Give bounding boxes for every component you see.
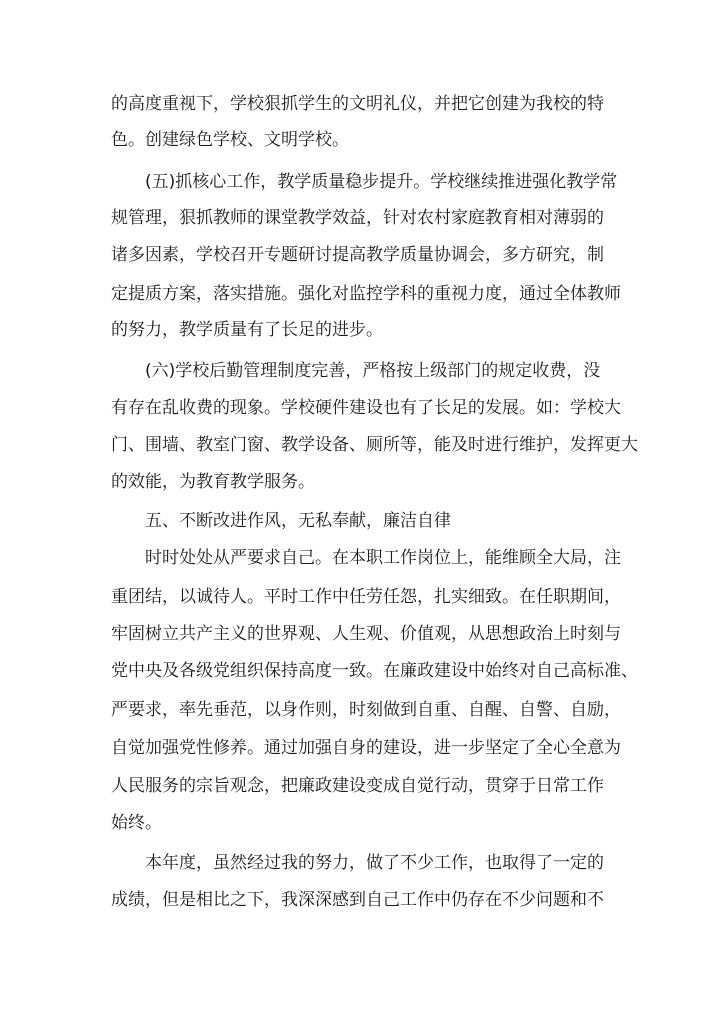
text-line: 有存在乱收费的现象。学校硬件建设也有了长足的发展。如：学校大 bbox=[111, 398, 621, 418]
text-line: (五)抓核心工作，教学质量稳步提升。学校继续推进强化教学常 bbox=[145, 172, 618, 192]
text-line: 牢固树立共产主义的世界观、人生观、价值观，从思想政治上时刻与 bbox=[111, 624, 621, 644]
text-line: 党中央及各级党组织保持高度一致。在廉政建设中始终对自己高标准、 bbox=[111, 661, 638, 681]
text-line: 成绩，但是相比之下，我深深感到自己工作中仍存在不少问题和不 bbox=[111, 890, 604, 910]
section-heading: 五、不断改进作风，无私奉献，廉洁自律 bbox=[145, 511, 451, 531]
text-line: 色。创建绿色学校、文明学校。 bbox=[111, 130, 349, 150]
text-line: 自觉加强党性修养。通过加强自身的建设，进一步坚定了全心全意为 bbox=[111, 738, 621, 758]
text-line: 严要求，率先垂范，以身作则，时刻做到自重、自醒、自警、自励， bbox=[111, 700, 621, 720]
text-line: 门、围墙、教室门窗、教学设备、厕所等，能及时进行维护，发挥更大 bbox=[111, 435, 638, 455]
text-line: 的效能，为教育教学服务。 bbox=[111, 472, 315, 492]
text-line: 规管理，狠抓教师的课堂教学效益，针对农村家庭教育相对薄弱的 bbox=[111, 208, 604, 228]
text-line: 诸多因素，学校召开专题研讨提高教学质量协调会，多方研究，制 bbox=[111, 245, 604, 265]
text-line: 重团结，以诚待人。平时工作中任劳任怨，扎实细致。在任职期间， bbox=[111, 587, 621, 607]
text-line: 本年度，虽然经过我的努力，做了不少工作，也取得了一定的 bbox=[145, 853, 604, 873]
text-line: 始终。 bbox=[111, 813, 162, 833]
text-line: 的努力，教学质量有了长足的进步。 bbox=[111, 320, 383, 340]
text-line: 定提质方案，落实措施。强化对监控学科的重视力度，通过全体教师 bbox=[111, 284, 621, 304]
text-line: 的高度重视下，学校狠抓学生的文明礼仪，并把它创建为我校的特 bbox=[111, 94, 604, 114]
text-line: 时时处处从严要求自己。在本职工作岗位上，能维顾全大局，注 bbox=[145, 548, 621, 568]
text-line: 人民服务的宗旨观念，把廉政建设变成自觉行动，贯穿于日常工作 bbox=[111, 776, 604, 796]
text-line: (六)学校后勤管理制度完善，严格按上级部门的规定收费，没 bbox=[145, 361, 601, 381]
